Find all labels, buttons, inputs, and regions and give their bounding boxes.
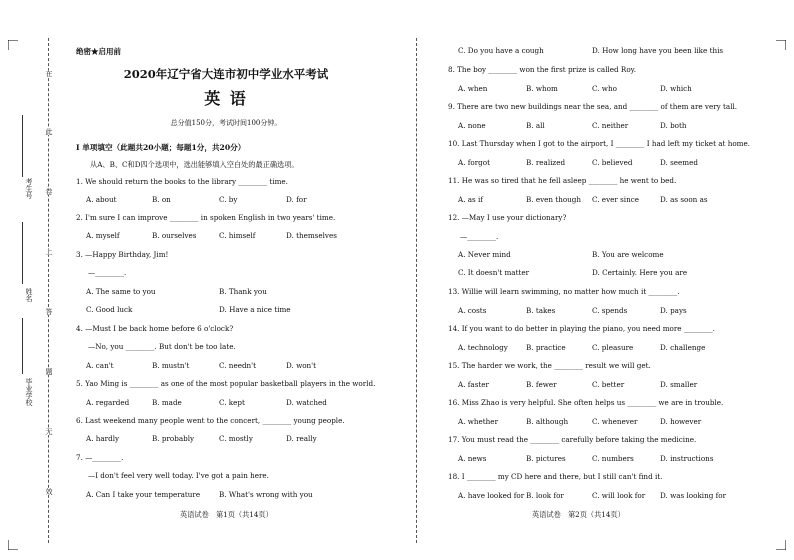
exam-title: 2020年辽宁省大连市初中学业水平考试 <box>123 67 329 81</box>
option-c[interactable]: C. neither <box>592 121 629 130</box>
seal-char: 在 <box>45 70 53 77</box>
seal-dashed-line <box>48 38 49 543</box>
option-b[interactable]: B. realized <box>526 158 566 167</box>
option-c[interactable]: C. numbers <box>592 454 634 463</box>
confidential-label: 绝密★启用前 <box>76 47 121 56</box>
option-d[interactable]: D. Have a nice time <box>219 305 291 314</box>
option-b[interactable]: B. pictures <box>526 454 566 463</box>
option-b[interactable]: B. Thank you <box>219 287 267 296</box>
question-stem: 10. Last Thursday when I got to the airport, I ________ I had left my ticket at home. <box>448 139 751 148</box>
option-a[interactable]: A. none <box>458 121 486 130</box>
option-c[interactable]: C. needn't <box>219 361 257 370</box>
option-a[interactable]: A. myself <box>86 231 120 240</box>
question-stem: 5. Yao Ming is ________ as one of the most popular basketball players in the world. <box>76 379 376 388</box>
seal-char: 题 <box>45 368 53 375</box>
option-c[interactable]: C. pleasure <box>592 343 634 352</box>
question-stem: 13. Willie will learn swimming, no matter how much it ________. <box>448 287 680 296</box>
option-b[interactable]: B. You are welcome <box>592 250 664 259</box>
option-c[interactable]: C. Do you have a cough <box>458 46 544 55</box>
option-b[interactable]: B. takes <box>526 306 556 315</box>
corner-mark-icon <box>776 540 786 550</box>
option-a[interactable]: A. about <box>86 195 117 204</box>
option-d[interactable]: D. won't <box>286 361 317 370</box>
name-label: 姓名 <box>25 288 33 302</box>
option-a[interactable]: A. whether <box>458 417 499 426</box>
option-a[interactable]: A. technology <box>458 343 508 352</box>
option-c[interactable]: C. believed <box>592 158 633 167</box>
seal-char: 效 <box>45 488 53 495</box>
dialogue-line: —I don't feel very well today. I've got a pain here. <box>88 471 269 480</box>
option-b[interactable]: B. practice <box>526 343 566 352</box>
question-stem: 3. —Happy Birthday, Jim! <box>76 250 169 259</box>
option-b[interactable]: B. made <box>152 398 182 407</box>
option-d[interactable]: D. themselves <box>286 231 337 240</box>
option-d[interactable]: D. smaller <box>660 380 698 389</box>
option-b[interactable]: B. probably <box>152 434 195 443</box>
option-b[interactable]: B. What's wrong with you <box>219 490 313 499</box>
page-divider-line <box>416 38 417 543</box>
option-d[interactable]: D. seemed <box>660 158 698 167</box>
option-b[interactable]: B. fewer <box>526 380 557 389</box>
school-label: 毕业学校 <box>25 378 33 406</box>
dialogue-line: —No, you ________. But don't be too late. <box>88 342 236 351</box>
option-c[interactable]: C. will look for <box>592 491 646 500</box>
question-stem: 9. There are two new buildings near the sea, and ________ of them are very tall. <box>448 102 738 111</box>
question-stem: 4. —Must I be back home before 6 o'clock? <box>76 324 234 333</box>
option-a[interactable]: A. costs <box>458 306 487 315</box>
option-d[interactable]: D. pays <box>660 306 687 315</box>
question-stem: 15. The harder we work, the ________ result we will get. <box>448 361 651 370</box>
page-footer: 英语试卷 第1页（共14页） <box>180 510 273 519</box>
option-d[interactable]: D. which <box>660 84 692 93</box>
option-c[interactable]: C. Good luck <box>86 305 133 314</box>
option-a[interactable]: A. can't <box>86 361 114 370</box>
question-stem: 1. We should return the books to the library ________ time. <box>76 177 288 186</box>
option-b[interactable]: B. on <box>152 195 171 204</box>
question-stem: 6. Last weekend many people went to the concert, ________ young people. <box>76 416 345 425</box>
dialogue-line: —________. <box>460 232 499 241</box>
option-a[interactable]: A. news <box>458 454 487 463</box>
option-d[interactable]: D. was looking for <box>660 491 727 500</box>
question-stem: 17. You must read the ________ carefully before taking the medicine. <box>448 435 697 444</box>
option-b[interactable]: B. mustn't <box>152 361 190 370</box>
option-d[interactable]: D. however <box>660 417 702 426</box>
option-b[interactable]: B. whom <box>526 84 558 93</box>
candidate-number-field[interactable] <box>22 115 23 177</box>
option-c[interactable]: C. whenever <box>592 417 638 426</box>
option-b[interactable]: B. even though <box>526 195 582 204</box>
option-b[interactable]: B. look for <box>526 491 564 500</box>
seal-char: 上 <box>45 248 53 255</box>
seal-char: 无 <box>45 428 53 435</box>
option-d[interactable]: D. both <box>660 121 687 130</box>
name-field[interactable] <box>22 222 23 284</box>
option-d[interactable]: D. really <box>286 434 317 443</box>
option-b[interactable]: B. ourselves <box>152 231 197 240</box>
option-c[interactable]: C. by <box>219 195 238 204</box>
section-heading: I 单项填空（此题共20小题；每题1分，共20分） <box>76 143 246 152</box>
option-c[interactable]: C. mostly <box>219 434 253 443</box>
option-d[interactable]: D. Certainly. Here you are <box>592 268 688 277</box>
option-c[interactable]: C. It doesn't matter <box>458 268 530 277</box>
option-b[interactable]: B. although <box>526 417 569 426</box>
option-a[interactable]: A. when <box>458 84 488 93</box>
candidate-number-label: 考生号 <box>25 178 33 199</box>
section-instruction: 从A、B、C和D四个选项中，选出能够填入空白处的最正确选项。 <box>90 160 299 169</box>
option-a[interactable]: A. faster <box>458 380 489 389</box>
corner-mark-icon <box>8 540 18 550</box>
option-d[interactable]: D. watched <box>286 398 327 407</box>
option-d[interactable]: D. as soon as <box>660 195 708 204</box>
seal-char: 此 <box>45 128 53 135</box>
subject-title: 英 语 <box>204 89 248 108</box>
option-c[interactable]: C. better <box>592 380 625 389</box>
option-c[interactable]: C. himself <box>219 231 256 240</box>
question-stem: 12. —May I use your dictionary? <box>448 213 567 222</box>
question-stem: 7. —________. <box>76 453 124 462</box>
option-a[interactable]: A. as if <box>458 195 483 204</box>
option-a[interactable]: A. Can I take your temperature <box>86 490 201 499</box>
option-a[interactable]: A. Never mind <box>458 250 511 259</box>
corner-mark-icon <box>776 40 786 50</box>
question-stem: 18. I ________ my CD here and there, but I still can't find it. <box>448 472 663 481</box>
seal-char: 卷 <box>45 188 53 195</box>
question-stem: 11. He was so tired that he fell asleep ________ he went to bed. <box>448 176 677 185</box>
option-c[interactable]: C. who <box>592 84 617 93</box>
exam-info: 总分值150分，考试时间100分钟。 <box>170 119 282 127</box>
option-d[interactable]: D. for <box>286 195 307 204</box>
option-a[interactable]: A. The same to you <box>86 287 156 296</box>
question-stem: 2. I'm sure I can improve ________ in spoken English in two years' time. <box>76 213 336 222</box>
option-c[interactable]: C. spends <box>592 306 628 315</box>
option-a[interactable]: A. regarded <box>86 398 130 407</box>
school-field[interactable] <box>22 318 23 374</box>
dialogue-line: —________. <box>88 268 127 277</box>
seal-char: 答 <box>45 308 53 315</box>
option-d[interactable]: D. How long have you been like this <box>592 46 724 55</box>
option-d[interactable]: D. challenge <box>660 343 706 352</box>
corner-mark-icon <box>8 40 18 50</box>
option-a[interactable]: A. hardly <box>86 434 120 443</box>
option-a[interactable]: A. forgot <box>458 158 490 167</box>
option-b[interactable]: B. all <box>526 121 545 130</box>
option-c[interactable]: C. kept <box>219 398 245 407</box>
question-stem: 14. If you want to do better in playing the piano, you need more ________. <box>448 324 715 333</box>
page-footer: 英语试卷 第2页（共14页） <box>532 510 625 519</box>
option-a[interactable]: A. have looked for <box>458 491 525 500</box>
option-c[interactable]: C. ever since <box>592 195 639 204</box>
question-stem: 16. Miss Zhao is very helpful. She often helps us ________ we are in trouble. <box>448 398 724 407</box>
option-d[interactable]: D. instructions <box>660 454 714 463</box>
question-stem: 8. The boy ________ won the first prize is called Roy. <box>448 65 637 74</box>
